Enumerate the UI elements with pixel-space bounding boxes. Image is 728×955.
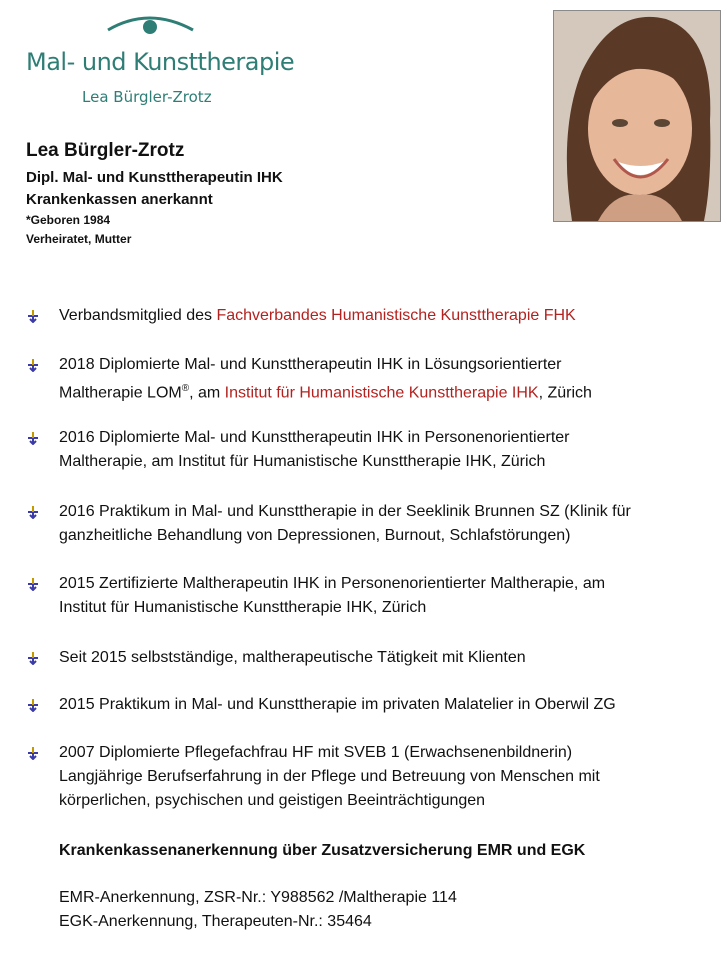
emr-recognition: EMR-Anerkennung, ZSR-Nr.: Y988562 /Maltherapie 114 (59, 889, 457, 906)
birth-year: *Geboren 1984 (26, 213, 111, 227)
item-line-part: , Zürich (538, 384, 592, 402)
arrow-bullet-icon (26, 746, 40, 760)
item-line: 2015 Praktikum in Mal- und Kunsttherapie im privaten Malatelier in Oberwil ZG (59, 696, 616, 713)
arrow-bullet-icon (26, 431, 40, 445)
item-line: 2018 Diplomierte Mal- und Kunsttherapeutin IHK in Lösungsorientierter (59, 356, 562, 373)
arrow-bullet-icon (26, 358, 40, 372)
portrait-photo (553, 10, 721, 222)
item-line: Seit 2015 selbstständige, maltherapeutische Tätigkeit mit Klienten (59, 649, 526, 666)
arrow-bullet-icon (26, 651, 40, 665)
item-line: 2015 Zertifizierte Maltherapeutin IHK in Personenorientierter Maltherapie, am (59, 575, 606, 592)
professional-title: Dipl. Mal- und Kunsttherapeutin IHK (26, 169, 283, 186)
item-line: Maltherapie, am Institut für Humanistische Kunsttherapie IHK, Zürich (59, 453, 546, 470)
membership-text: Verbandsmitglied des (59, 307, 217, 324)
item-line: 2016 Diplomierte Mal- und Kunsttherapeutin IHK in Personenorientierter (59, 429, 570, 446)
arrow-bullet-icon (26, 309, 40, 323)
family-status: Verheiratet, Mutter (26, 232, 132, 246)
logo-subtitle: Lea Bürgler-Zrotz (82, 88, 212, 106)
fhk-link[interactable]: Fachverbandes Humanistische Kunsttherapie FHK (216, 307, 576, 324)
logo-title: Mal- und Kunsttherapie (26, 48, 295, 76)
item-line-part: , am (189, 384, 225, 402)
insurance-heading: Krankenkassenanerkennung über Zusatzversicherung EMR und EGK (59, 842, 586, 859)
egk-recognition: EGK-Anerkennung, Therapeuten-Nr.: 35464 (59, 913, 372, 930)
item-line: Institut für Humanistische Kunsttherapie IHK, Zürich (59, 599, 427, 616)
logo-eye-icon (26, 8, 286, 48)
logo (26, 8, 295, 108)
item-line: körperlichen, psychischen und geistigen Beeinträchtigungen (59, 792, 486, 809)
ihk-link[interactable]: Institut für Humanistische Kunsttherapie IHK (224, 384, 539, 402)
arrow-bullet-icon (26, 698, 40, 712)
insurance-recognition: Krankenkassen anerkannt (26, 191, 213, 208)
item-line: ganzheitliche Behandlung von Depressionen, Burnout, Schlafstörungen) (59, 527, 571, 544)
person-name: Lea Bürgler-Zrotz (26, 140, 185, 161)
item-line: 2016 Praktikum in Mal- und Kunsttherapie in der Seeklinik Brunnen SZ (Klinik für (59, 503, 631, 520)
item-line-part: Maltherapie LOM (59, 384, 182, 402)
item-line: Langjährige Berufserfahrung in der Pflege und Betreuung von Menschen mit (59, 768, 600, 785)
profile-header (26, 140, 283, 251)
item-line: 2007 Diplomierte Pflegefachfrau HF mit SVEB 1 (Erwachsenenbildnerin) (59, 744, 573, 761)
registered-mark: ® (181, 383, 190, 394)
arrow-bullet-icon (26, 577, 40, 591)
arrow-bullet-icon (26, 505, 40, 519)
